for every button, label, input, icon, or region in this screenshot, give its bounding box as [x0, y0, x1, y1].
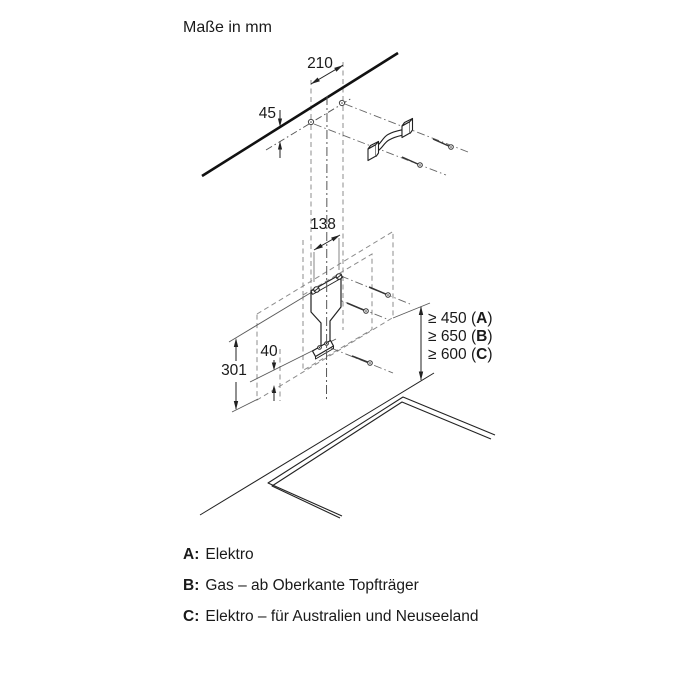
center-axis-line [327, 96, 328, 402]
clearance-row-a: ≥ 450 (A) [428, 310, 493, 327]
dim-40 [272, 360, 276, 401]
clearance-labels [428, 310, 493, 364]
legend-row-c: C: Elektro – für Australien und Neuseeland [183, 608, 479, 625]
screw [402, 157, 422, 167]
legend-row-b: B: Gas – ab Oberkante Topfträger [183, 577, 419, 594]
legend-row-a: A: Elektro [183, 546, 254, 563]
dim-45 [278, 110, 282, 158]
screw [433, 139, 453, 149]
dim-210-label: 210 [307, 55, 333, 72]
legend-text-b: Gas – ab Oberkante Topfträger [205, 577, 419, 594]
clearance-row-c: ≥ 600 (C) [428, 346, 493, 363]
legend-text-a: Elektro [205, 546, 254, 563]
page-title: Maße in mm [183, 19, 272, 36]
screw [352, 356, 372, 365]
screw [347, 303, 368, 313]
clearance-dimension [419, 306, 423, 381]
wall-bracket [368, 119, 413, 161]
legend-text-c: Elektro – für Australien und Neuseeland [205, 608, 479, 625]
legend [183, 546, 479, 639]
dim-40-label: 40 [260, 343, 278, 360]
cooktop-outline [268, 397, 495, 518]
dim-301-label: 301 [215, 362, 253, 380]
countertop-line [200, 373, 434, 515]
clearance-row-b: ≥ 650 (B) [428, 328, 493, 345]
dim-45-label: 45 [258, 105, 276, 122]
dim-138-label: 138 [310, 216, 336, 233]
